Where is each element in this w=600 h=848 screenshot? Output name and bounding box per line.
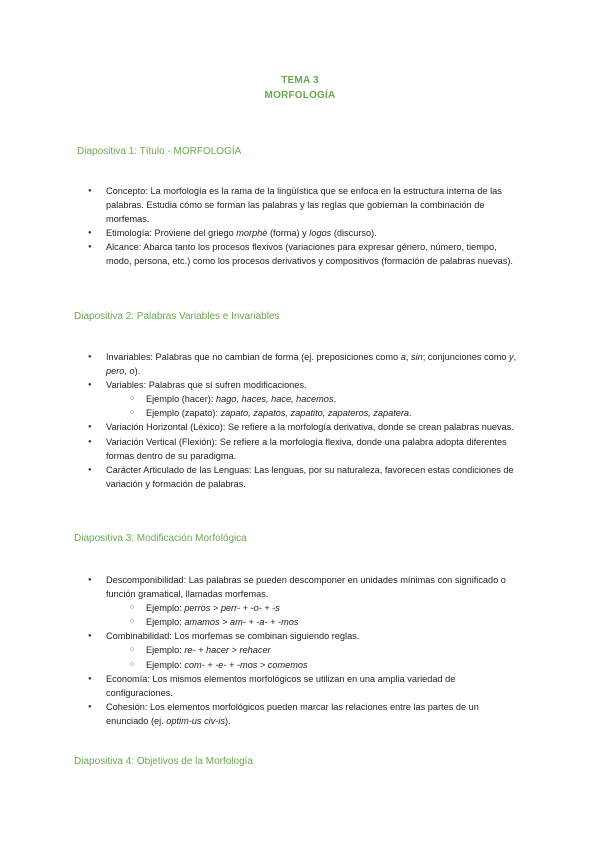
list-item-variables: ● Variables: Palabras que sí sufren modificaciones. ○ Ejemplo (hacer): hago, haces, hace, hacemos. ○ Ejemplo (zapato): zapato, zapatos, zapatito, zapateros, zapatera. (84, 378, 520, 420)
descomponibilidad-sublist (106, 601, 520, 629)
sublist-item: ○ Ejemplo: re- + hacer > rehacer (106, 643, 520, 657)
section-heading-2: Diapositiva 2: Palabras Variables e Invariables (74, 311, 280, 322)
list-item-invariables: ● Invariables: Palabras que no cambian de forma (ej. preposiciones como a, sin; conjunciones como y, pero, o). (84, 350, 520, 378)
list-item-variacion-horizontal: ● Variación Horizontal (Léxico): Se refiere a la morfología derivativa, donde se crean palabras nuevas. (84, 420, 520, 434)
section-heading-3: Diapositiva 3: Modificación Morfológica (74, 533, 247, 544)
sublist-item: ○ Ejemplo (zapato): zapato, zapatos, zapatito, zapateros, zapatera. (106, 406, 520, 420)
sublist-item: ○ Ejemplo: amamos > am- + -a- + -mos (106, 615, 520, 629)
list-item-economia: ● Economía: Los mismos elementos morfológicos se utilizan en una amplia variedad de configuraciones. (84, 672, 520, 700)
section-1-list (84, 184, 520, 269)
list-item-alcance: ● Alcance: Abarca tanto los procesos flexivos (variaciones para expresar género, número, tiempo, modo, persona, etc.) como los procesos derivativos y compositivos (formación de palabras nuevas). (84, 240, 520, 268)
section-3-list (84, 573, 520, 728)
section-heading-1: Diapositiva 1: Título - MORFOLOGÍA (77, 146, 242, 157)
sublist-item: ○ Ejemplo: com- + -e- + -mos > comemos (106, 658, 520, 672)
section-heading-4: Diapositiva 4: Objetivos de la Morfología (74, 756, 253, 767)
list-item-combinabilidad: ● Combinabilidad: Los morfemas se combinan siguiendo reglas. ○ Ejemplo: re- + hacer > rehacer ○ Ejemplo: com- + -e- + -mos > comemos (84, 629, 520, 671)
section-2-list (84, 350, 520, 491)
list-item-descomponibilidad: ● Descomponibilidad: Las palabras se pueden descomponer en unidades mínimas con significado o función gramatical, llamadas morfemas. ○ Ejemplo: perros > perr- + -o- + -s ○ Ejemplo: amamos > am- + -a- + -mos (84, 573, 520, 629)
sublist-item: ○ Ejemplo (hacer): hago, haces, hace, hacemos. (106, 392, 520, 406)
variables-sublist (106, 392, 520, 420)
title-topic: TEMA 3 (281, 75, 319, 86)
document-title (0, 73, 600, 103)
list-item-cohesion: ● Cohesión: Los elementos morfológicos pueden marcar las relaciones entre las partes de un enunciado (ej. optim-us civ-is). (84, 700, 520, 728)
combinabilidad-sublist (106, 643, 520, 671)
sublist-item: ○ Ejemplo: perros > perr- + -o- + -s (106, 601, 520, 615)
title-subject: MORFOLOGÍA (264, 90, 336, 101)
list-item-caracter-articulado: ● Carácter Articulado de las Lenguas: Las lenguas, por su naturaleza, favorecen estas condiciones de variación y formación de palabras. (84, 463, 520, 491)
list-item-etimologia: ● Etimología: Proviene del griego morphè (forma) y logos (discurso). (84, 226, 520, 240)
list-item-concepto: ● Concepto: La morfología es la rama de la lingüística que se enfoca en la estructura interna de las palabras. Estudia cómo se forman las palabras y las reglas que gobiernan la combinación de morfemas. (84, 184, 520, 226)
list-item-variacion-vertical: ● Variación Vertical (Flexión): Se refiere a la morfología flexiva, donde una palabra adopta diferentes formas dentro de su paradigma. (84, 435, 520, 463)
